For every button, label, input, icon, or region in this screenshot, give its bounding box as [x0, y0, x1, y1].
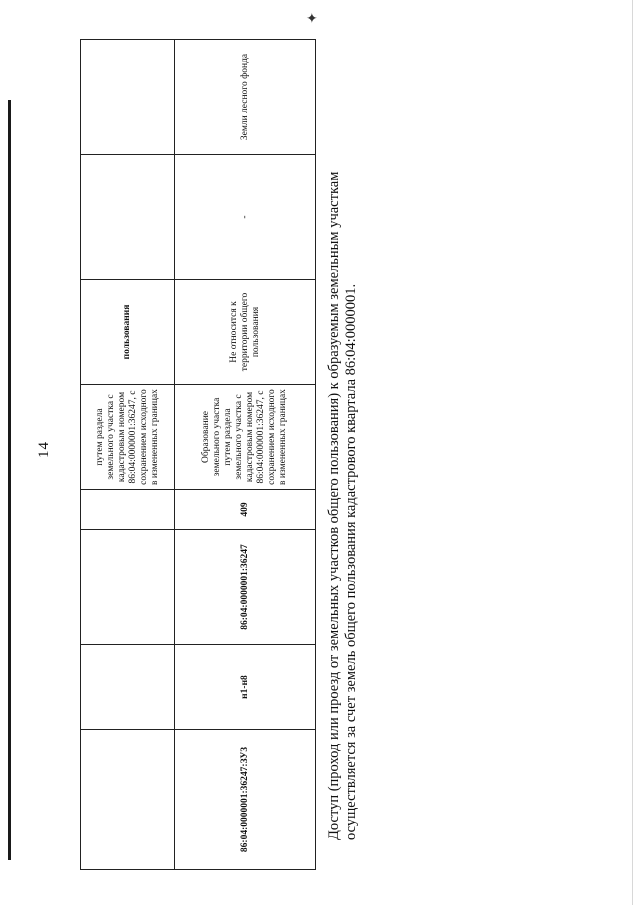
access-note-line-2: осуществляется за счет земель общего пользования кадастрового квартала 86:04:0000001.: [343, 283, 359, 840]
scan-edge-bar: [8, 100, 11, 860]
table-cell: [81, 40, 175, 155]
table-cell-source-cadastral-number: 86:04:0000001:36247: [175, 530, 316, 645]
access-note-line-1: Доступ (проход или проезд от земельных участков общего пользования) к образуемым земельным участкам: [326, 171, 342, 840]
table-cell: [81, 530, 175, 645]
table-cell-formation-cont: путем раздела земельного участка с кадастровым номером 86:04:0000001:36247, с сохранением исходного в измененных границах: [81, 385, 175, 490]
scan-speckle-mark: ✦: [306, 12, 318, 27]
table-cell-usage-cont: пользования: [81, 280, 175, 385]
table-cell-land-category: Земли лесного фонда: [175, 40, 316, 155]
table-cell: [81, 645, 175, 730]
rotated-page: [30, 40, 620, 870]
table-cell-dash: -: [175, 155, 316, 280]
table-row: [81, 40, 175, 870]
table-cell-public-use: Не относится к территории общего пользования: [175, 280, 316, 385]
table-cell-area: 409: [175, 490, 316, 530]
table-cell: [81, 490, 175, 530]
table-cell-formation-method: Образование земельного участка путем раздела земельного участка с кадастровым номером 86:04:0000001:36247, с сохранением исходного в измененных границах: [175, 385, 316, 490]
land-plots-table: [80, 39, 316, 870]
table-cell-points: н1-н8: [175, 645, 316, 730]
table-cell: [81, 730, 175, 870]
table-cell: [81, 155, 175, 280]
access-note: [326, 50, 360, 840]
table-cell-plot-number: 86:04:0000001:36247:ЗУ3: [175, 730, 316, 870]
scan-border-line: [632, 0, 633, 905]
table-row: [175, 40, 316, 870]
page-number: 14: [36, 441, 52, 458]
